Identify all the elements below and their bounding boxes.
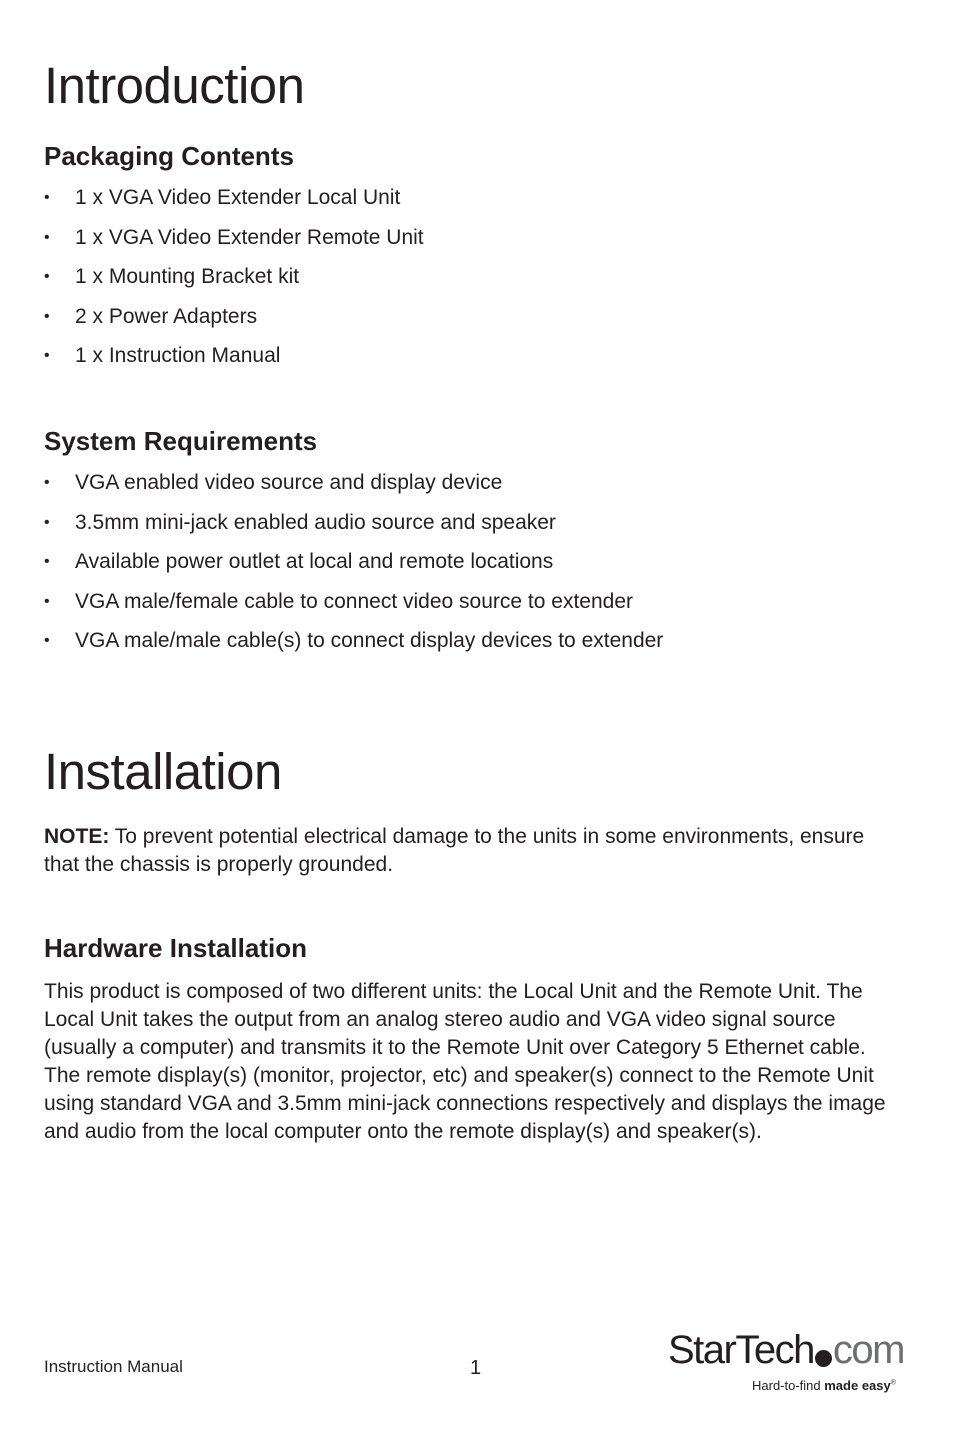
list-item: • 1 x Instruction Manual xyxy=(44,343,424,369)
list-item: • 3.5mm mini-jack enabled audio source and speaker xyxy=(44,510,663,536)
footer-label: Instruction Manual xyxy=(44,1357,183,1376)
packaging-contents-title: Packaging Contents xyxy=(44,141,294,171)
list-item: • VGA male/female cable to connect video source to extender xyxy=(44,589,663,615)
list-item: • 1 x VGA Video Extender Remote Unit xyxy=(44,225,424,251)
hardware-installation-paragraph: This product is composed of two different units: the Local Unit and the Remote Unit. The Local Unit takes the output from an analog stereo audio and VGA video signal source (usually a computer) and transmits it to the Remote Unit over Category 5 Ethernet cable. The remote display(s) (monitor, projector, etc) and speaker(s) connect to the Remote Unit using standard VGA and 3.5mm mini-jack connections respectively and displays the image and audio from the local computer onto the remote display(s) and speaker(s). xyxy=(44,980,886,1143)
logo-tagline-bold: made easy xyxy=(824,1378,891,1393)
system-requirements-title: System Requirements xyxy=(44,426,318,456)
logo-tagline xyxy=(752,1378,896,1393)
packaging-contents-list xyxy=(44,185,424,383)
introduction-title: Introduction xyxy=(44,57,305,114)
list-item: • 2 x Power Adapters xyxy=(44,304,424,330)
list-item: • 1 x VGA Video Extender Local Unit xyxy=(44,185,424,211)
logo-tld: com xyxy=(832,1328,904,1372)
note-paragraph xyxy=(44,823,904,879)
logo-brand: StarTech xyxy=(668,1328,814,1372)
system-requirements-list xyxy=(44,470,663,668)
list-item: • VGA male/male cable(s) to connect display devices to extender xyxy=(44,628,663,654)
logo-wordmark xyxy=(668,1328,904,1372)
logo-registered-mark: ® xyxy=(890,1379,896,1387)
page-number: 1 xyxy=(470,1357,482,1379)
list-item: • Available power outlet at local and remote locations xyxy=(44,549,663,575)
logo-tagline-plain: Hard-to-find xyxy=(752,1378,825,1393)
list-item: • 1 x Mounting Bracket kit xyxy=(44,264,424,290)
list-item: • VGA enabled video source and display device xyxy=(44,470,663,496)
hardware-installation-title: Hardware Installation xyxy=(44,933,307,963)
logo-dot-icon xyxy=(815,1350,832,1367)
installation-title: Installation xyxy=(44,743,282,800)
note-text: To prevent potential electrical damage to the units in some environments, ensure that the chassis is properly grounded. xyxy=(44,825,865,876)
startech-logo xyxy=(668,1328,918,1400)
note-label: NOTE: xyxy=(44,825,110,848)
